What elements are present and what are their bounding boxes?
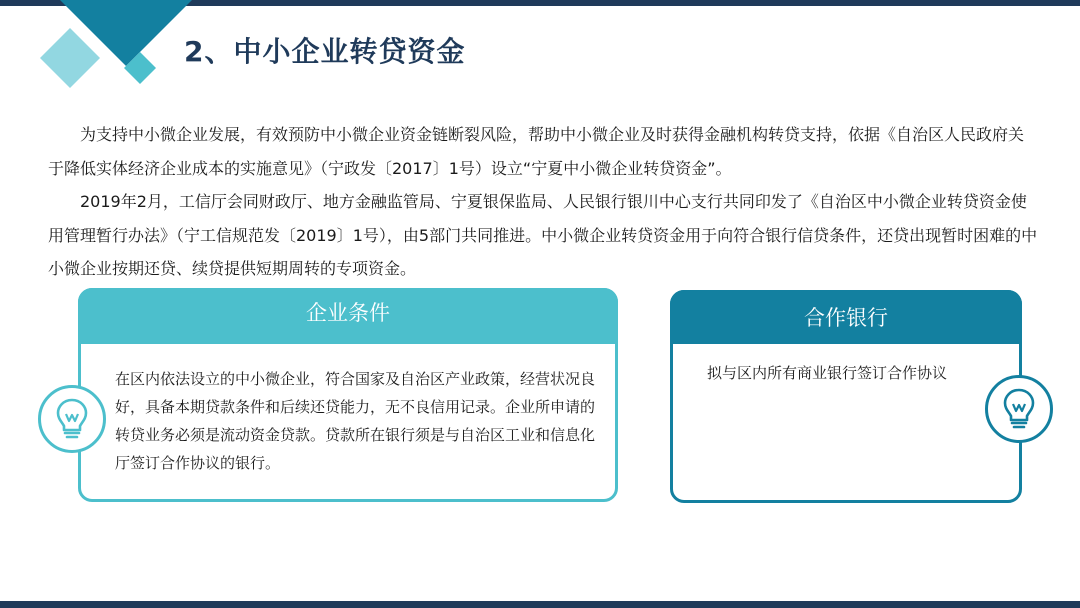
card-body: 拟与区内所有商业银行签订合作协议: [707, 364, 948, 382]
page-title: 2、中小企业转贷资金: [184, 35, 466, 68]
lightbulb-icon: [38, 385, 106, 453]
corner-decoration: [0, 0, 200, 100]
card-header: 企业条件: [78, 288, 618, 344]
card-header: 合作银行: [670, 290, 1022, 344]
intro-paragraph: 2019年2月，工信厅会同财政厅、地方金融监管局、宁夏银保监局、人民银行银川中心支行共同印发了《自治区中小微企业转贷资金使用管理暂行办法》（宁工信规范发〔2019〕1号），由5部门共同推进。中小微企业转贷资金用于向符合银行信贷条件，还贷出现暂时困难的中小微企业按期还贷、续贷提供短期周转的专项资金。: [48, 192, 1038, 278]
lightbulb-icon: [985, 375, 1053, 443]
intro-paragraph: 为支持中小微企业发展，有效预防中小微企业资金链断裂风险，帮助中小微企业及时获得金融机构转贷支持，依据《自治区人民政府关于降低实体经济企业成本的实施意见》（宁政发〔2017〕1号）设立“宁夏中小微企业转贷资金”。: [48, 125, 1025, 178]
partner-bank-card: [670, 290, 1022, 503]
bottom-bar: [0, 601, 1080, 608]
enterprise-conditions-card: [78, 288, 618, 502]
card-body: 在区内依法设立的中小微企业，符合国家及自治区产业政策，经营状况良好，具备本期贷款条件和后续还贷能力，无不良信用记录。企业所申请的转贷业务必须是流动资金贷款。贷款所在银行须是与自治区工业和信息化厅签订合作协议的银行。: [115, 370, 596, 472]
intro-text: [48, 118, 1038, 286]
